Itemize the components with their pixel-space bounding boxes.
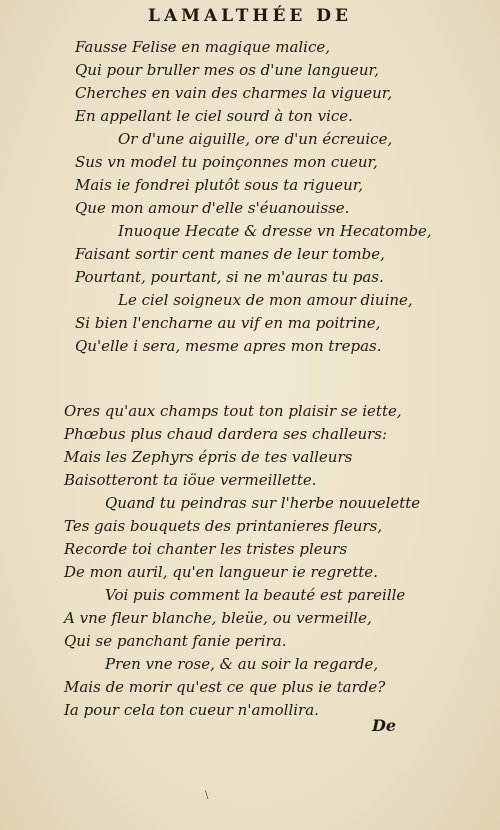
verse-line: Si bien l'encharne au vif en ma poitrine, xyxy=(75,314,381,332)
verse-line: Pren vne rose, & au soir la regarde, xyxy=(105,655,379,673)
verse-line: Qu'elle i sera, mesme apres mon trepas. xyxy=(75,337,382,355)
verse-line: Ores qu'aux champs tout ton plaisir se iette, xyxy=(64,402,402,420)
verse-line: Sus vn model tu poinçonnes mon cueur, xyxy=(75,153,378,171)
verse-line: Or d'une aiguille, ore d'un écreuice, xyxy=(118,130,393,148)
verse-line: Ia pour cela ton cueur n'amollira. xyxy=(64,701,319,719)
verse-line: Mais de morir qu'est ce que plus ie tarde? xyxy=(64,678,386,696)
verse-line: Baisotteront ta iöue vermeillette. xyxy=(64,471,317,489)
verse-line: Que mon amour d'elle s'éuanouisse. xyxy=(75,199,350,217)
verse-line: A vne fleur blanche, bleüe, ou vermeille, xyxy=(64,609,372,627)
verse-line: Inuoque Hecate & dresse vn Hecatombe, xyxy=(118,222,432,240)
verse-line: Mais ie fondrei plutôt sous ta rigueur, xyxy=(75,176,364,194)
verse-line: Recorde toi chanter les tristes pleurs xyxy=(64,540,348,558)
verse-line: De mon auril, qu'en langueur ie regrette. xyxy=(64,563,378,581)
running-title: LAMALTHÉE DE xyxy=(148,6,352,26)
verse-line: Qui se panchant fanie perira. xyxy=(64,632,287,650)
verse-line: Qui pour bruller mes os d'une langueur, xyxy=(75,61,379,79)
verse-line: Quand tu peindras sur l'herbe nouuelette xyxy=(105,494,421,512)
verse-line: Faisant sortir cent manes de leur tombe, xyxy=(75,245,385,263)
verse-line: Fausse Felise en magique malice, xyxy=(75,38,331,56)
paper-mark: \ xyxy=(205,790,209,801)
verse-line: Voi puis comment la beauté est pareille xyxy=(105,586,406,604)
verse-line: Le ciel soigneux de mon amour diuine, xyxy=(118,291,413,309)
verse-line: En appellant le ciel sourd à ton vice. xyxy=(75,107,353,125)
verse-line: Mais les Zephyrs épris de tes valleurs xyxy=(64,448,353,466)
catchword: De xyxy=(372,716,397,735)
verse-line: Phœbus plus chaud dardera ses challeurs: xyxy=(64,425,388,443)
verse-line: Tes gais bouquets des printanieres fleurs, xyxy=(64,517,383,535)
verse-line: Cherches en vain des charmes la vigueur, xyxy=(75,84,393,102)
verse-line: Pourtant, pourtant, si ne m'auras tu pas. xyxy=(75,268,384,286)
